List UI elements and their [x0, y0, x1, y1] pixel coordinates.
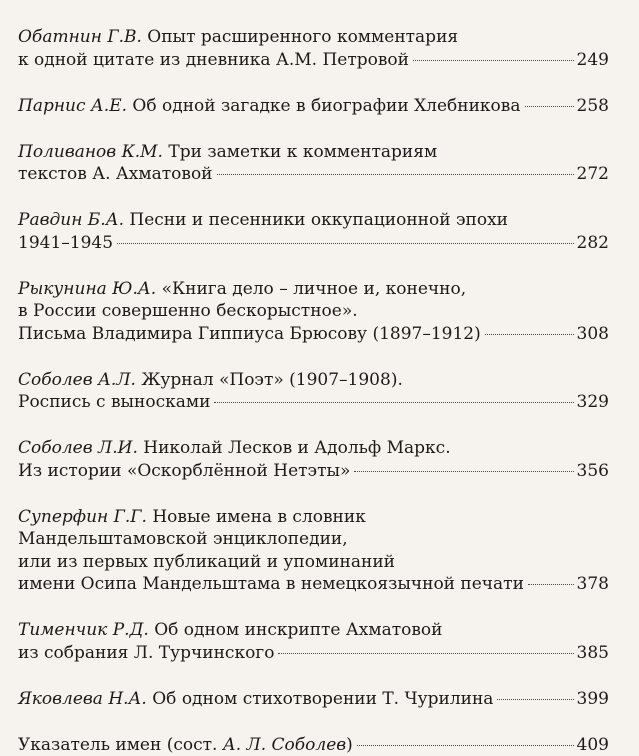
page-number: 272 [577, 163, 609, 186]
toc-entry-title-line: в России совершенно бескорыстное». [18, 301, 358, 321]
toc-entry [18, 506, 609, 596]
toc-entry-title-line: имени Осипа Мандельштама в немецкоязычной печати [18, 574, 524, 594]
toc-entry-author: Яковлева Н.А. [18, 689, 147, 709]
toc-entry-title-line: из собрания Л. Турчинского [18, 643, 274, 663]
dot-leader [117, 243, 574, 244]
toc-entry [18, 95, 609, 118]
toc-entry [18, 437, 609, 482]
toc-entry-author: Соболев А.Л. [18, 370, 136, 390]
page-number: 329 [577, 391, 609, 414]
toc-entry-title-line: к одной цитате из дневника А.М. Петровой [18, 50, 409, 70]
toc-entry [18, 688, 609, 711]
index-title-suffix: ) [346, 735, 353, 755]
toc-entry-author: Обатнин Г.В. [18, 27, 142, 47]
toc-entry-title-line: Журнал «Поэт» (1907–1908). [141, 370, 403, 390]
toc-entry-author: Соболев Л.И. [18, 438, 138, 458]
toc-entry-author: Парнис А.Е. [18, 96, 127, 116]
toc-entry-title-line: Из истории «Оскорблённой Нетэты» [18, 461, 350, 481]
dot-leader [525, 106, 574, 107]
toc-entry [18, 209, 609, 254]
toc-entry [18, 278, 609, 346]
toc-entry [18, 26, 609, 71]
toc-entry [18, 369, 609, 414]
toc-entry-title-line: Три заметки к комментариям [168, 142, 437, 162]
page-number: 356 [577, 460, 609, 483]
dot-leader [278, 653, 573, 654]
toc-entry [18, 619, 609, 664]
dot-leader [357, 745, 574, 746]
toc-entry [18, 734, 609, 756]
page-number: 282 [577, 232, 609, 255]
toc-entry-title-line: Николай Лесков и Адольф Маркс. [143, 438, 450, 458]
dot-leader [413, 60, 574, 61]
toc-entry-author: Поливанов К.М. [18, 142, 163, 162]
page-number: 378 [577, 573, 609, 596]
toc-entry-author: Суперфин Г.Г. [18, 507, 147, 527]
dot-leader [214, 402, 573, 403]
dot-leader [497, 699, 573, 700]
dot-leader [528, 584, 574, 585]
toc-entry-title-line: Письма Владимира Гиппиуса Брюсову (1897–1912) [18, 324, 481, 344]
page-number: 308 [577, 323, 609, 346]
dot-leader [354, 471, 573, 472]
page-number: 409 [577, 734, 609, 756]
toc-entry-title-line: или из первых публикаций и упоминаний [18, 552, 395, 572]
toc-entry-title-line: текстов А. Ахматовой [18, 164, 213, 184]
toc-entry-author: Равдин Б.А. [18, 210, 124, 230]
toc-entry-title-line: 1941–1945 [18, 233, 113, 253]
page-number: 385 [577, 642, 609, 665]
toc-entry [18, 141, 609, 186]
dot-leader [485, 334, 574, 335]
toc-entry-title-line: Роспись с выносками [18, 392, 210, 412]
toc-entry-title [18, 734, 353, 756]
toc-entry-author: Тименчик Р.Д. [18, 620, 149, 640]
index-title-prefix: Указатель имен (сост. [18, 735, 223, 755]
index-compiler: А. Л. Соболев [223, 735, 346, 755]
toc-entry-title-line: «Книга дело – личное и, конечно, [162, 279, 467, 299]
page-number: 258 [577, 95, 609, 118]
toc-entry-title-line: Новые имена в словник [152, 507, 366, 527]
page-number: 249 [577, 49, 609, 72]
toc-entry-author: Рыкунина Ю.А. [18, 279, 156, 299]
toc-entry-title-line: Мандельштамовской энциклопедии, [18, 529, 348, 549]
toc-entry-title-line: Об одной загадке в биографии Хлебникова [132, 96, 520, 116]
toc-entry-title-line: Об одном инскрипте Ахматовой [154, 620, 442, 640]
dot-leader [217, 174, 574, 175]
toc-entry-title-line: Опыт расширенного комментария [147, 27, 458, 47]
toc-entry-title-line: Об одном стихотворении Т. Чурилина [152, 689, 493, 709]
page-number: 399 [577, 688, 609, 711]
toc-entry-title-line: Песни и песенники оккупационной эпохи [129, 210, 508, 230]
